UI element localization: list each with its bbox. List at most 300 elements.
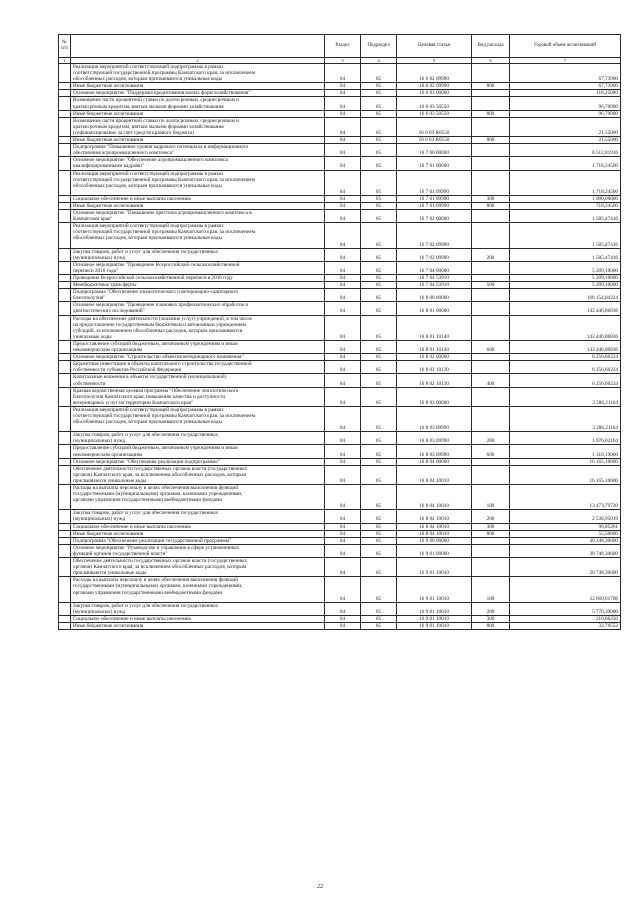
row-number-cell bbox=[59, 282, 71, 289]
article-cell: 16 7 01 09990 bbox=[397, 195, 472, 202]
table-row bbox=[59, 223, 621, 248]
table-row bbox=[59, 110, 621, 117]
table-row bbox=[59, 387, 621, 406]
row-number-cell bbox=[59, 144, 71, 157]
subsection-cell: 05 bbox=[361, 261, 397, 274]
article-cell: 16 9 00 00000 bbox=[397, 537, 472, 544]
row-name-line: собственности субъектов Российской Федерации bbox=[73, 367, 182, 374]
amount-cell: 6 256,66224 bbox=[510, 374, 621, 387]
article-cell: 16 8 04 10010 bbox=[397, 523, 472, 530]
table-row bbox=[59, 261, 621, 274]
expense-type-cell bbox=[472, 117, 510, 136]
table-row bbox=[59, 465, 621, 484]
row-number-cell bbox=[59, 302, 71, 315]
section-cell: 04 bbox=[325, 485, 361, 510]
row-name-cell bbox=[71, 144, 325, 157]
column-number: 3 bbox=[325, 58, 361, 64]
section-cell: 04 bbox=[325, 432, 361, 445]
row-name-line: Социальное обеспечение и иные выплаты населению bbox=[73, 615, 192, 622]
expense-type-cell bbox=[472, 223, 510, 248]
table-row bbox=[59, 315, 621, 340]
subsection-cell: 05 bbox=[361, 458, 397, 465]
amount-cell: 96,85261 bbox=[510, 523, 621, 530]
row-name-cell bbox=[71, 577, 325, 602]
subsection-cell: 05 bbox=[361, 485, 397, 510]
row-number-cell bbox=[59, 530, 71, 537]
row-name-cell bbox=[71, 117, 325, 136]
section-cell: 04 bbox=[325, 275, 361, 282]
row-name-line bbox=[73, 425, 322, 431]
table-row bbox=[59, 117, 621, 136]
expense-type-cell bbox=[472, 544, 510, 557]
row-name-cell bbox=[71, 83, 325, 90]
subsection-cell: 05 bbox=[361, 361, 397, 374]
table-row bbox=[59, 275, 621, 282]
row-name-line: государственными (муниципальными) органами, казенными учреждениями, bbox=[73, 491, 243, 498]
row-name-line: квалифицированными кадрами" bbox=[73, 163, 145, 170]
expense-type-cell bbox=[472, 144, 510, 157]
row-name-line: (муниципальных) нужд bbox=[73, 516, 126, 523]
table-row bbox=[59, 361, 621, 374]
expense-type-cell: 200 bbox=[472, 432, 510, 445]
expense-type-cell: 300 bbox=[472, 523, 510, 530]
row-name-line: Реализация мероприятий соответствующей подпрограммы в рамках bbox=[73, 223, 224, 230]
row-name-line: Обеспечение деятельности государственных органов власти (государственных bbox=[73, 465, 248, 472]
row-name-cell bbox=[71, 302, 325, 315]
row-number-cell bbox=[59, 223, 71, 248]
table-row bbox=[59, 195, 621, 202]
expense-type-cell bbox=[472, 170, 510, 195]
row-name-line: соответствующей государственной программы Камчатского края, за исключением bbox=[73, 70, 256, 77]
row-number-cell bbox=[59, 387, 71, 406]
row-name-line: Иные бюджетные ассигнования bbox=[73, 110, 144, 117]
amount-cell: 142 446,86836 bbox=[510, 302, 621, 315]
row-number-cell bbox=[59, 485, 71, 510]
expense-type-cell: 500 bbox=[472, 282, 510, 289]
column-number: 1 bbox=[59, 58, 71, 64]
row-name-line bbox=[73, 503, 322, 509]
table-body bbox=[59, 58, 621, 630]
row-name-cell bbox=[71, 275, 325, 282]
article-cell: 16 8 03 00000 bbox=[397, 387, 472, 406]
section-cell: 04 bbox=[325, 465, 361, 484]
row-name-line: Социальное обеспечение и иные выплаты населению bbox=[73, 523, 192, 530]
expense-type-cell bbox=[472, 387, 510, 406]
amount-cell: 168 154,84224 bbox=[510, 289, 621, 302]
row-name-cell bbox=[71, 361, 325, 374]
row-number-cell bbox=[59, 544, 71, 557]
table-row bbox=[59, 97, 621, 110]
row-name-cell bbox=[71, 90, 325, 97]
expense-type-cell: 800 bbox=[472, 530, 510, 537]
header-section: Раздел bbox=[325, 35, 361, 58]
row-name-line: Бюджетные инвестиции в объекты капитального строительства государственной bbox=[73, 361, 252, 368]
row-number-cell bbox=[59, 558, 71, 577]
row-name-line: Основное мероприятие "Обеспечение реализации подпрограммы" bbox=[73, 458, 220, 465]
section-cell: 04 bbox=[325, 170, 361, 195]
row-name-cell bbox=[71, 432, 325, 445]
expense-type-cell bbox=[472, 315, 510, 340]
subsection-cell: 05 bbox=[361, 530, 397, 537]
header-amount: Годовой объем ассигнований bbox=[510, 35, 621, 58]
subsection-cell: 05 bbox=[361, 615, 397, 622]
column-number: 4 bbox=[361, 58, 397, 64]
row-name-cell bbox=[71, 615, 325, 622]
row-name-line: переписи 2016 года" bbox=[73, 267, 119, 274]
row-name-line: Иные бюджетные ассигнования bbox=[73, 622, 144, 629]
expense-type-cell bbox=[472, 354, 510, 361]
row-number-cell bbox=[59, 97, 71, 110]
subsection-cell: 05 bbox=[361, 374, 397, 387]
subsection-cell: 05 bbox=[361, 117, 397, 136]
row-name-line: обособленных расходов, которым присваиваются уникальные коды bbox=[73, 419, 222, 426]
section-cell: 04 bbox=[325, 83, 361, 90]
amount-cell: 5 209,10000 bbox=[510, 275, 621, 282]
table-row bbox=[59, 282, 621, 289]
section-cell: 04 bbox=[325, 558, 361, 577]
row-name-line: Основное мероприятие "Обеспечение агропромышленного комплекса bbox=[73, 157, 228, 164]
expense-type-cell bbox=[472, 537, 510, 544]
expense-type-cell: 800 bbox=[472, 202, 510, 209]
table-row bbox=[59, 289, 621, 302]
row-name-line: органов) Камчатского края, за исключением обособленных расходов, которым bbox=[73, 471, 247, 478]
amount-cell: 40 248,30600 bbox=[510, 537, 621, 544]
row-name-cell bbox=[71, 64, 325, 83]
row-name-cell bbox=[71, 530, 325, 537]
expense-type-cell bbox=[472, 465, 510, 484]
article-cell: 16 7 00 00000 bbox=[397, 144, 472, 157]
section-cell: 04 bbox=[325, 248, 361, 261]
row-number-cell bbox=[59, 210, 71, 223]
amount-cell: 216,66250 bbox=[510, 615, 621, 622]
table-row bbox=[59, 64, 621, 83]
amount-cell: 1 585,47416 bbox=[510, 223, 621, 248]
table-row bbox=[59, 544, 621, 557]
amount-cell: 32,70552 bbox=[510, 622, 621, 629]
article-cell: 16 6 03 50550 bbox=[397, 97, 472, 110]
subsection-cell: 05 bbox=[361, 315, 397, 340]
row-name-line: соответствующей государственной программы Камчатского края, за исключением bbox=[73, 176, 256, 183]
expense-type-cell: 200 bbox=[472, 248, 510, 261]
budget-table bbox=[58, 34, 621, 630]
row-name-cell bbox=[71, 97, 325, 110]
amount-cell: 38 748,30600 bbox=[510, 558, 621, 577]
row-name-line: Возмещение части процентной ставки по долгосрочным, среднесрочным и bbox=[73, 97, 239, 104]
subsection-cell: 05 bbox=[361, 90, 397, 97]
row-name-line bbox=[73, 242, 322, 248]
row-name-line: Подпрограмма "Обеспечение эпизоотического и ветеринарно-санитарного bbox=[73, 289, 239, 296]
row-name-cell bbox=[71, 248, 325, 261]
header-row bbox=[59, 35, 621, 58]
subsection-cell: 05 bbox=[361, 170, 397, 195]
table-row bbox=[59, 354, 621, 361]
row-name-cell bbox=[71, 387, 325, 406]
row-name-line: Проведение Всероссийской сельскохозяйственной переписи в 2016 году bbox=[73, 275, 233, 281]
expense-type-cell bbox=[472, 406, 510, 431]
row-name-cell bbox=[71, 195, 325, 202]
row-name-line: Основное мероприятие "Строительство объектов ветеринарного назначения" bbox=[73, 354, 244, 361]
row-name-line: Возмещение части процентной ставки по долгосрочным, среднесрочным и bbox=[73, 117, 239, 124]
amount-cell: 21,55000 bbox=[510, 117, 621, 136]
row-name-line: Основное мероприятие "Повышение престижа агропромышленного комплекса в bbox=[73, 210, 252, 217]
subsection-cell: 05 bbox=[361, 248, 397, 261]
expense-type-cell bbox=[472, 458, 510, 465]
row-name-cell bbox=[71, 354, 325, 361]
row-name-line: Расходы на выплаты персоналу в целях обеспечения выполнения функций bbox=[73, 577, 239, 584]
article-cell: 16 8 03 09990 bbox=[397, 432, 472, 445]
amount-cell: 1 976,02164 bbox=[510, 432, 621, 445]
table-row bbox=[59, 622, 621, 629]
row-name-line: благополучия Камчатского края, повышение качества и доступности bbox=[73, 393, 226, 400]
section-cell: 04 bbox=[325, 137, 361, 144]
row-number-cell bbox=[59, 170, 71, 195]
amount-cell: 5 209,10000 bbox=[510, 282, 621, 289]
subsection-cell: 05 bbox=[361, 602, 397, 615]
table-row bbox=[59, 210, 621, 223]
row-name-line: органами управления государственными внебюджетными фондами bbox=[73, 497, 223, 504]
section-cell: 04 bbox=[325, 374, 361, 387]
row-name-cell bbox=[71, 622, 325, 629]
section-cell: 04 bbox=[325, 544, 361, 557]
row-name-line: Расходы на обеспечение деятельности (оказание услуг) учреждений, в том числе bbox=[73, 315, 252, 322]
amount-cell: 6 256,66224 bbox=[510, 354, 621, 361]
subsection-cell: 05 bbox=[361, 157, 397, 170]
row-number-cell bbox=[59, 406, 71, 431]
amount-cell: 67,73900 bbox=[510, 83, 621, 90]
row-name-cell bbox=[71, 110, 325, 117]
table-row bbox=[59, 458, 621, 465]
amount-cell: 32 669,61708 bbox=[510, 577, 621, 602]
subsection-cell: 05 bbox=[361, 523, 397, 530]
article-cell: 16 8 04 10010 bbox=[397, 510, 472, 523]
row-number-cell bbox=[59, 195, 71, 202]
row-name-line: субсидий, за исключением обособленных расходов, которым присваиваются bbox=[73, 327, 243, 334]
row-name-cell bbox=[71, 261, 325, 274]
section-cell: 04 bbox=[325, 361, 361, 374]
subsection-cell: 05 bbox=[361, 387, 397, 406]
row-name-cell bbox=[71, 458, 325, 465]
expense-type-cell: 800 bbox=[472, 137, 510, 144]
article-cell: 16 8 02 10130 bbox=[397, 361, 472, 374]
article-cell: 16 9 01 00000 bbox=[397, 544, 472, 557]
section-cell: 04 bbox=[325, 210, 361, 223]
row-name-line: соответствующей государственной программы Камчатского края, за исключением bbox=[73, 412, 256, 419]
article-cell: 16 9 01 10010 bbox=[397, 622, 472, 629]
table-row bbox=[59, 485, 621, 510]
table-row bbox=[59, 340, 621, 353]
column-number: 5 bbox=[397, 58, 472, 64]
amount-cell: 1 718,24500 bbox=[510, 157, 621, 170]
row-name-line: государственными (муниципальными) органами, казенными учреждениями, bbox=[73, 583, 243, 590]
amount-cell: 16 165,10000 bbox=[510, 465, 621, 484]
row-name-line: Иные бюджетные ассигнования bbox=[73, 83, 144, 90]
table-row bbox=[59, 406, 621, 431]
table-row bbox=[59, 374, 621, 387]
section-cell: 04 bbox=[325, 354, 361, 361]
article-cell: 16 7 04 53910 bbox=[397, 275, 472, 282]
expense-type-cell: 600 bbox=[472, 445, 510, 458]
row-number-cell bbox=[59, 340, 71, 353]
row-name-line: (софинансирование за счет средств краевого бюджета) bbox=[73, 129, 194, 136]
subsection-cell: 05 bbox=[361, 202, 397, 209]
subsection-cell: 05 bbox=[361, 223, 397, 248]
article-cell: 16 8 02 00000 bbox=[397, 354, 472, 361]
row-name-line: Иные бюджетные ассигнования bbox=[73, 137, 144, 144]
section-cell: 04 bbox=[325, 523, 361, 530]
subsection-cell: 05 bbox=[361, 510, 397, 523]
row-number-cell bbox=[59, 110, 71, 117]
amount-cell: 2 538,95019 bbox=[510, 510, 621, 523]
amount-cell: 3 286,21164 bbox=[510, 406, 621, 431]
row-name-cell bbox=[71, 223, 325, 248]
row-number-cell bbox=[59, 117, 71, 136]
row-name-line: Камчатском крае" bbox=[73, 216, 113, 223]
amount-cell: 1 718,24500 bbox=[510, 170, 621, 195]
column-number: 2 bbox=[71, 58, 325, 64]
table-row bbox=[59, 530, 621, 537]
amount-cell: 67,73900 bbox=[510, 64, 621, 83]
section-cell: 04 bbox=[325, 157, 361, 170]
section-cell: 04 bbox=[325, 261, 361, 274]
article-cell: 16 6 03 50550 bbox=[397, 110, 472, 117]
article-cell: 16 8 04 00000 bbox=[397, 458, 472, 465]
subsection-cell: 05 bbox=[361, 282, 397, 289]
amount-cell: 96,70000 bbox=[510, 110, 621, 117]
amount-cell: 1 310,19000 bbox=[510, 445, 621, 458]
expense-type-cell: 600 bbox=[472, 340, 510, 353]
row-number-cell bbox=[59, 361, 71, 374]
row-name-line: обособленных расходов, которым присваиваются уникальные коды bbox=[73, 182, 222, 189]
subsection-cell: 05 bbox=[361, 275, 397, 282]
subsection-cell: 05 bbox=[361, 465, 397, 484]
article-cell: 16 6 03 R0550 bbox=[397, 137, 472, 144]
row-number-cell bbox=[59, 202, 71, 209]
amount-cell: 1 000,00000 bbox=[510, 195, 621, 202]
article-cell: 16 7 02 09990 bbox=[397, 248, 472, 261]
row-name-cell bbox=[71, 202, 325, 209]
subsection-cell: 05 bbox=[361, 340, 397, 353]
row-number-cell bbox=[59, 354, 71, 361]
amount-cell: 1 585,47416 bbox=[510, 210, 621, 223]
expense-type-cell: 300 bbox=[472, 615, 510, 622]
row-name-line: Социальное обеспечение и иные выплаты населению bbox=[73, 195, 192, 202]
subsection-cell: 05 bbox=[361, 558, 397, 577]
row-number-cell bbox=[59, 458, 71, 465]
row-name-line: обеспечения агропромышленного комплекса" bbox=[73, 150, 175, 157]
subsection-cell: 05 bbox=[361, 210, 397, 223]
amount-cell: 142 446,86836 bbox=[510, 340, 621, 353]
section-cell: 04 bbox=[325, 577, 361, 602]
row-name-line: соответствующей государственной программы Камчатского края, за исключением bbox=[73, 229, 256, 236]
expense-type-cell: 300 bbox=[472, 195, 510, 202]
row-name-cell bbox=[71, 282, 325, 289]
amount-cell: 8 512,81916 bbox=[510, 144, 621, 157]
expense-type-cell bbox=[472, 97, 510, 110]
row-name-line: собственности bbox=[73, 380, 106, 387]
subsection-cell: 05 bbox=[361, 354, 397, 361]
row-name-line: Предоставление субсидий бюджетным, автономным учреждениям и иным bbox=[73, 445, 238, 452]
row-name-line bbox=[73, 596, 322, 602]
subsection-cell: 05 bbox=[361, 137, 397, 144]
subsection-cell: 05 bbox=[361, 302, 397, 315]
row-name-line: на предоставление государственным бюджетным и автономным учреждениям bbox=[73, 321, 246, 328]
row-number-cell bbox=[59, 90, 71, 97]
article-cell: 16 8 00 00000 bbox=[397, 289, 472, 302]
article-cell: 16 8 01 10140 bbox=[397, 340, 472, 353]
row-name-cell bbox=[71, 465, 325, 484]
row-name-line: Основное мероприятие "Проведение Всероссийской сельскохозяйственной bbox=[73, 261, 240, 268]
article-cell: 16 7 02 09990 bbox=[397, 223, 472, 248]
section-cell: 04 bbox=[325, 289, 361, 302]
table-row bbox=[59, 558, 621, 577]
row-name-line: (муниципальных) нужд bbox=[73, 608, 126, 615]
table-row bbox=[59, 615, 621, 622]
row-name-line: Закупка товаров, работ и услуг для обеспечения государственных bbox=[73, 248, 219, 255]
amount-cell: 3 286,21164 bbox=[510, 387, 621, 406]
subsection-cell: 05 bbox=[361, 544, 397, 557]
row-number-cell bbox=[59, 523, 71, 530]
column-number: 7 bbox=[510, 58, 621, 64]
row-number-cell bbox=[59, 64, 71, 83]
article-cell: 16 8 03 09990 bbox=[397, 406, 472, 431]
expense-type-cell bbox=[472, 361, 510, 374]
row-name-line: функций органов государственной власти" bbox=[73, 550, 168, 557]
row-number-cell bbox=[59, 374, 71, 387]
row-name-cell bbox=[71, 289, 325, 302]
section-cell: 04 bbox=[325, 195, 361, 202]
section-cell: 04 bbox=[325, 602, 361, 615]
page-number: 22 bbox=[317, 884, 323, 890]
section-cell: 04 bbox=[325, 387, 361, 406]
section-cell: 04 bbox=[325, 90, 361, 97]
row-name-line: органами управления государственными внебюджетными фондами bbox=[73, 589, 223, 596]
section-cell: 04 bbox=[325, 622, 361, 629]
row-name-line: Реализация мероприятий соответствующей подпрограммы в рамках bbox=[73, 170, 224, 177]
row-number-cell bbox=[59, 432, 71, 445]
article-cell: 16 8 04 10010 bbox=[397, 530, 472, 537]
amount-cell: 21,55000 bbox=[510, 137, 621, 144]
article-cell: 16 8 01 10140 bbox=[397, 315, 472, 340]
expense-type-cell: 100 bbox=[472, 577, 510, 602]
amount-cell: 118,25000 bbox=[510, 90, 621, 97]
article-cell: 16 6 03 R0550 bbox=[397, 117, 472, 136]
article-cell: 16 7 01 09990 bbox=[397, 170, 472, 195]
row-name-line: Краевая ведомственная целевая программа "Обеспечение эпизоотического bbox=[73, 387, 239, 394]
row-number-cell bbox=[59, 261, 71, 274]
article-cell: 16 8 01 00000 bbox=[397, 302, 472, 315]
section-cell: 04 bbox=[325, 510, 361, 523]
section-cell: 04 bbox=[325, 445, 361, 458]
subsection-cell: 05 bbox=[361, 83, 397, 90]
section-cell: 04 bbox=[325, 315, 361, 340]
row-name-line: Предоставление субсидий бюджетным, автономным учреждениям и иным bbox=[73, 340, 238, 347]
article-cell: 16 9 01 10010 bbox=[397, 577, 472, 602]
article-cell: 16 7 02 00000 bbox=[397, 210, 472, 223]
expense-type-cell bbox=[472, 90, 510, 97]
amount-cell: 5 770,39000 bbox=[510, 602, 621, 615]
expense-type-cell: 200 bbox=[472, 602, 510, 615]
subsection-cell: 05 bbox=[361, 64, 397, 83]
amount-cell: 96,70000 bbox=[510, 97, 621, 110]
row-number-cell bbox=[59, 510, 71, 523]
article-cell: 16 9 01 10010 bbox=[397, 602, 472, 615]
table-row bbox=[59, 523, 621, 530]
row-name-line: Обеспечение деятельности государственных органов власти (государственных bbox=[73, 558, 248, 565]
amount-cell: 6 256,66224 bbox=[510, 361, 621, 374]
expense-type-cell bbox=[472, 157, 510, 170]
section-cell: 04 bbox=[325, 458, 361, 465]
row-name-line: Реализация мероприятий соответствующей подпрограммы в рамках bbox=[73, 64, 224, 70]
